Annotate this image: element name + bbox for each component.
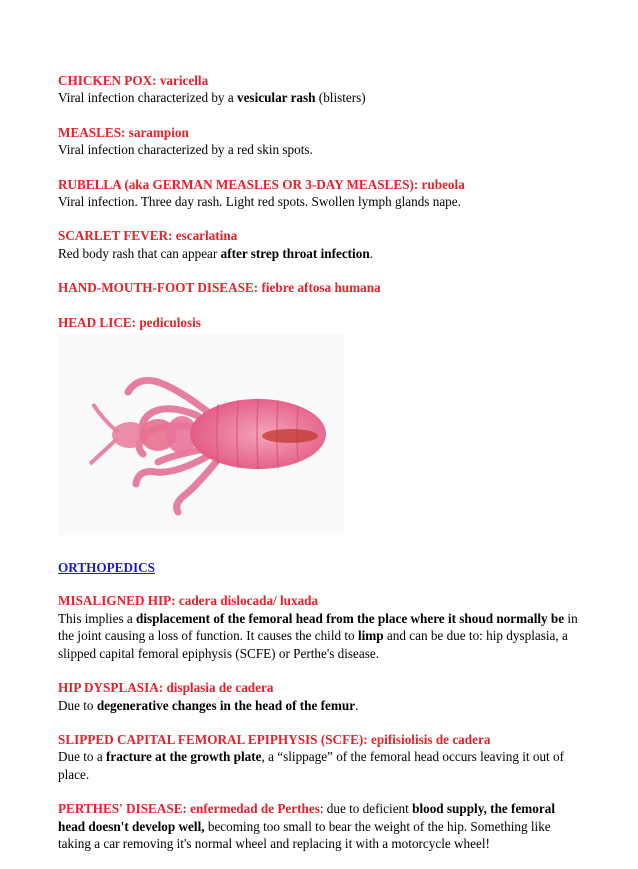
text-perthes [58, 800, 578, 852]
bold-run: limp [357, 628, 384, 644]
text-run: , a “slippage” of the femoral head occurs leaving it out of place. [58, 749, 564, 782]
text-rubella: Viral infection. Three day rash. Light red spots. Swollen lymph glands nape. [58, 194, 461, 210]
text-run: : due to deficient [319, 801, 413, 817]
heading-misaligned-hip: MISALIGNED HIP: cadera dislocada/ luxada [58, 593, 319, 609]
heading-hip-dysplasia: HIP DYSPLASIA: displasia de cadera [58, 680, 274, 696]
text-chicken-pox [58, 89, 578, 106]
text-run: Due to [58, 697, 97, 713]
heading-scarlet-fever: SCARLET FEVER: escarlatina [58, 228, 238, 244]
bold-run: displacement of the femoral head from the place where it shoud normally be [136, 610, 565, 626]
text-run: This implies a [58, 610, 137, 626]
bold-run: blood supply, the femoral head doesn't develop well, [58, 801, 555, 834]
text-run: Viral infection characterized by a [58, 90, 237, 106]
text-run: becoming too small to bear the weight of the hip. Something like taking a car removing it's normal wheel and replacing it with a motorcycle wheel! [58, 818, 551, 851]
heading-hand-mouth-foot: HAND-MOUTH-FOOT DISEASE: fiebre aftosa humana [58, 280, 381, 296]
section-perthes [58, 800, 578, 852]
document-page [58, 72, 578, 869]
bold-run: vesicular rash [236, 90, 316, 106]
text-run: Red body rash that can appear [58, 245, 221, 261]
text-hip-dysplasia [58, 697, 578, 714]
head-louse-photo [58, 334, 344, 535]
bold-run: fracture at the growth plate [105, 749, 262, 765]
text-run: in the joint causing a loss of function. It causes the child to [58, 610, 578, 644]
text-misaligned-hip [58, 610, 578, 662]
heading-chicken-pox: CHICKEN POX: varicella [58, 73, 209, 88]
section-measles [58, 124, 578, 159]
heading-scfe: SLIPPED CAPITAL FEMORAL EPIPHYSIS (SCFE): epifisiolisis de cadera [58, 731, 491, 747]
text-run: and can be due to: hip dysplasia, a slipped capital femoral epiphysis (SCFE) or Perthe's disease. [58, 628, 568, 661]
heading-head-lice: HEAD LICE: pediculosis [58, 314, 201, 330]
heading-rubella: RUBELLA (aka GERMAN MEASLES OR 3-DAY MEASLES): rubeola [58, 176, 465, 192]
section-scfe [58, 731, 578, 783]
section-head-lice [58, 314, 578, 535]
heading-perthes: PERTHES' DISEASE: enfermedad de Perthes [58, 801, 320, 817]
bold-run: after strep throat infection [220, 245, 370, 261]
section-chicken-pox [58, 72, 578, 107]
text-run: (blisters) [315, 90, 366, 106]
section-misaligned-hip [58, 592, 578, 662]
heading-measles: MEASLES: sarampion [58, 124, 189, 140]
bold-run: degenerative changes in the head of the femur [96, 697, 356, 713]
text-scfe [58, 748, 578, 783]
text-run: . [369, 245, 373, 261]
section-rubella [58, 176, 578, 211]
text-measles: Viral infection characterized by a red skin spots. [58, 142, 313, 158]
section-scarlet-fever [58, 227, 578, 262]
text-scarlet-fever [58, 245, 578, 262]
text-run: Due to a [58, 749, 106, 765]
text-run: . [355, 697, 359, 713]
orthopedics-link[interactable]: ORTHOPEDICS [58, 560, 155, 576]
section-hand-mouth-foot [58, 279, 578, 296]
section-hip-dysplasia [58, 679, 578, 714]
